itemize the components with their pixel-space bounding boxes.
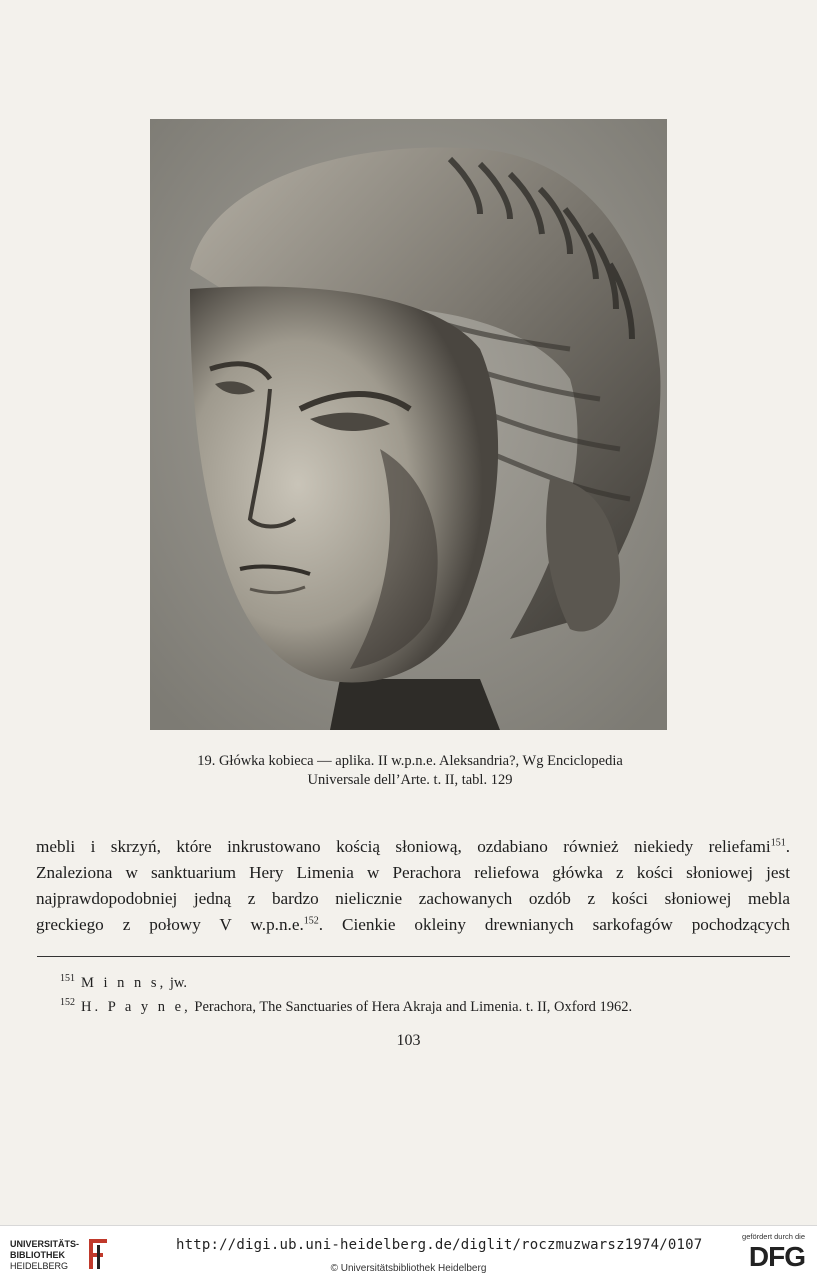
caption-line-2: Universale dell’Arte. t. II, tabl. 129: [307, 772, 513, 788]
footnote-text: Perachora, The Sanctuaries of Hera Akraja and Limenia. t. II, Oxford 1962.: [190, 998, 633, 1015]
permalink-url[interactable]: http://digi.ub.uni-heidelberg.de/diglit/roczmuzwarsz1974/0107: [176, 1237, 703, 1253]
body-line-1: [36, 834, 790, 860]
footnote-number: 152: [60, 996, 75, 1008]
copyright-notice: © Universitätsbibliothek Heidelberg: [330, 1263, 487, 1274]
footnotes: [60, 969, 780, 1017]
footnote-divider: [37, 956, 790, 957]
footnote-ref-152: 152: [303, 915, 319, 927]
body-paragraph: [36, 834, 790, 938]
funding-label: gefördert durch die: [742, 1232, 805, 1241]
body-line-3: najprawdopodobniej jedną z bardzo nielicznie zachowanych ozdób z kości słoniowej mebla: [36, 889, 790, 908]
library-name-line-3: HEIDELBERG: [10, 1261, 69, 1271]
body-line-4-end: . Cienkie okleiny drewnianych sarkofagów pochodzących: [318, 915, 790, 934]
library-name-line-2: BIBLIOTHEK: [10, 1250, 65, 1260]
footnote-text: jw.: [166, 974, 188, 991]
body-line-1-text: mebli i skrzyń, które inkrustowano kością słoniową, ozdabiano również niekiedy reliefami: [36, 837, 771, 856]
viewer-footer: [0, 1225, 817, 1284]
page-number: 103: [396, 1032, 421, 1049]
body-line-4-text: greckiego z połowy V w.p.n.e.: [36, 915, 304, 934]
footnote-author: M i n n s,: [81, 974, 167, 991]
footnote-151: [60, 969, 780, 993]
footnote-author: H. P a y n e,: [81, 998, 191, 1015]
figure-photo: [150, 119, 667, 730]
body-line-1-end: .: [785, 837, 790, 856]
footnote-number: 151: [60, 973, 75, 984]
footnote-ref-151: 151: [770, 837, 786, 849]
dfg-logo[interactable]: [725, 1232, 805, 1280]
funder-name: DFG: [748, 1241, 805, 1272]
figure-caption: [110, 752, 710, 790]
body-line-2: Znaleziona w sanktuarium Hery Limenia w Perachora reliefowa główka z kości słoniowej jest: [36, 863, 790, 882]
caption-line-1: 19. Główka kobieca — aplika. II w.p.n.e. Aleksandria?, Wg Enciclopedia: [197, 753, 623, 769]
ivory-head-illustration: [150, 119, 667, 730]
footnote-152: [60, 993, 780, 1017]
library-name-line-1: UNIVERSITÄTS-: [10, 1239, 80, 1249]
body-line-4: [36, 912, 790, 938]
